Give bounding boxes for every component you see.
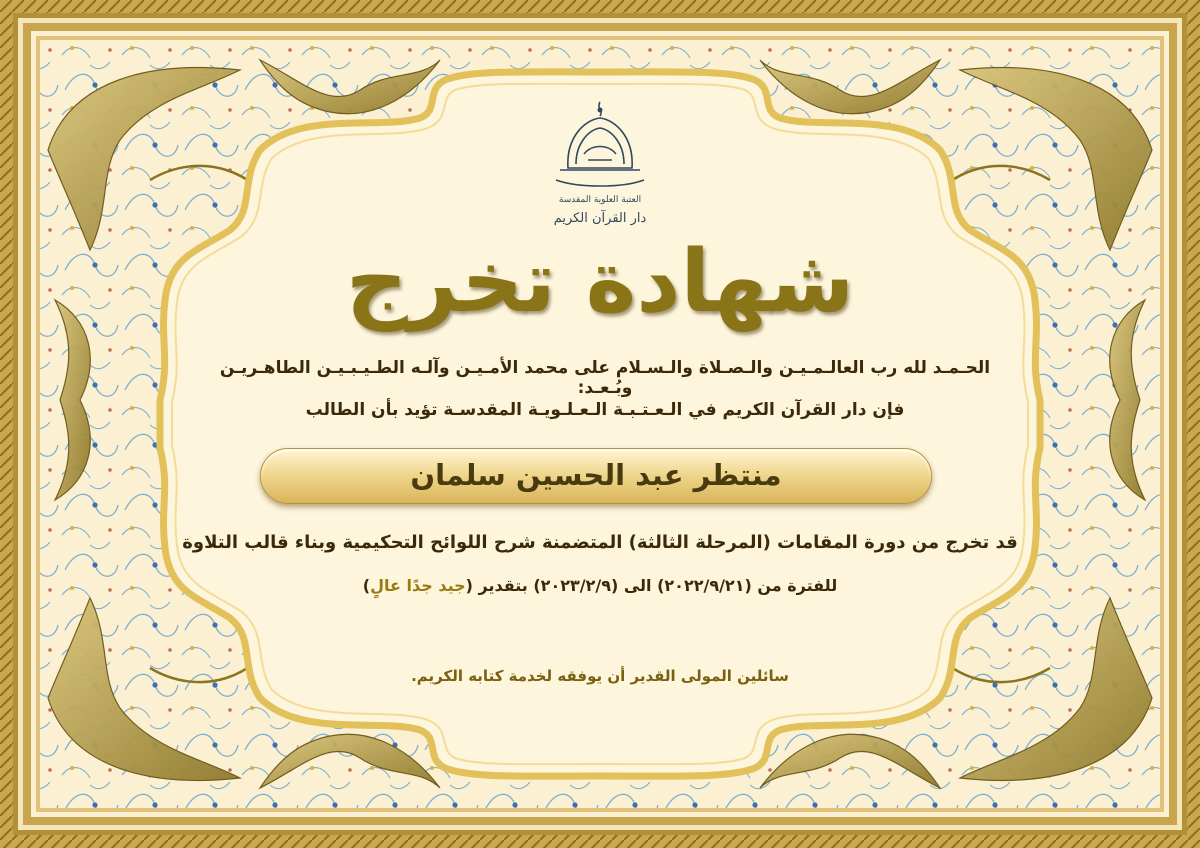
logo-emblem-text: العتبة العلوية المقدسة: [558, 195, 642, 205]
logo-caption: دار القرآن الكريم: [553, 211, 647, 226]
closing-text: سائلين المولى القدير أن يوفقه لخدمة كتابه الكريم.: [411, 667, 789, 685]
statement-text: فإن دار القرآن الكريم في الـعـتـبـة الـعـلـويـة المقدسـة تؤيد بأن الطالب: [305, 400, 905, 420]
period-grade-text: [180, 576, 1020, 595]
student-name: منتظر عبد الحسين سلمان: [410, 458, 782, 492]
certificate-title: شهادة تخرج: [345, 232, 855, 332]
student-name-plaque: [260, 448, 932, 504]
period-prefix: للفترة من (٢٠٢٢/٩/٢١) الى (٢٠٢٣/٢/٩) بتقدير (: [465, 576, 838, 595]
intro-text: الحـمـد لله رب العالـمـيـن والـصـلاة والـسـلام على محمد الأمـيـن وآلـه الطـيـبـيـن الطاهـريـن وبُـعـد:: [219, 358, 991, 398]
period-suffix: ): [362, 576, 371, 595]
grade-value: جيد جدًا عالٍ: [370, 576, 466, 595]
course-text: قد تخرج من دورة المقامات (المرحلة الثالثة) المتضمنة شرح اللوائح التحكيمية وبناء قالب التلاوة: [182, 532, 1018, 553]
